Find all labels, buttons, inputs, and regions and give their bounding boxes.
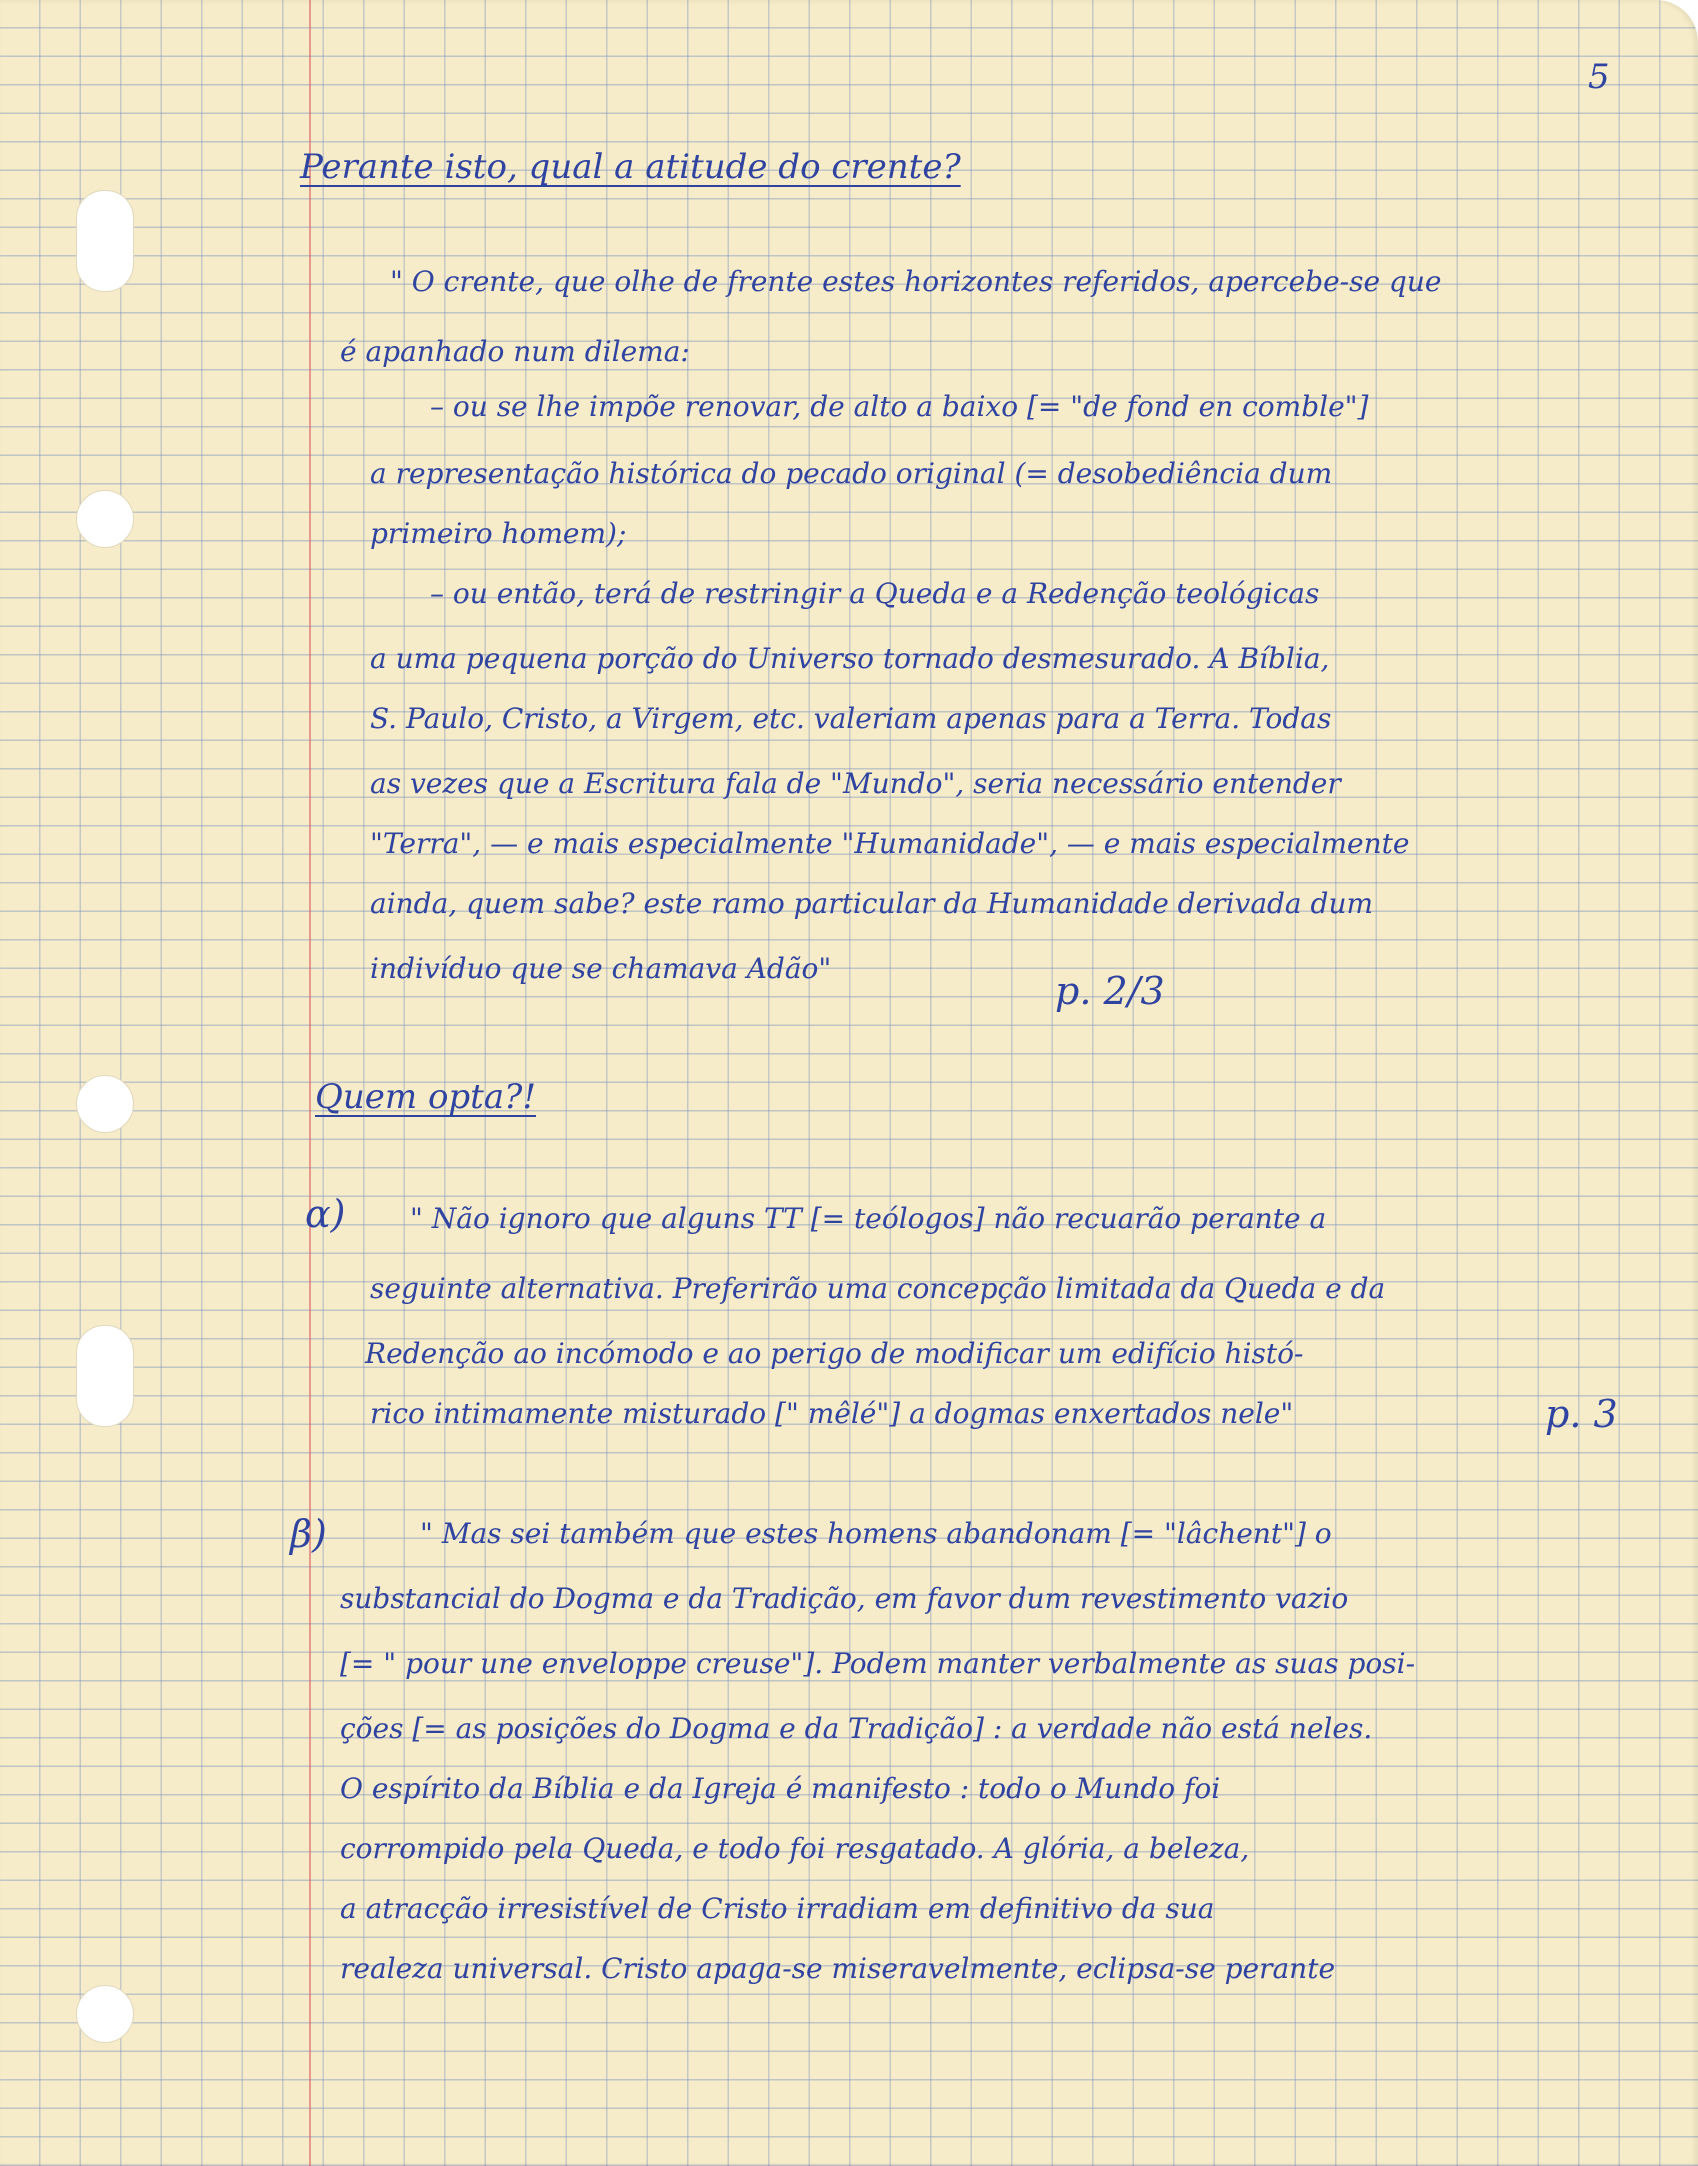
quote-line: realeza universal. Cristo apaga-se miseravelmente, eclipsa-se perante [340,1952,1336,1985]
quote-line: " Não ignoro que alguns TT [= teólogos] não recuarão perante a [410,1202,1327,1235]
quote-line: seguinte alternativa. Preferirão uma concepção limitada da Queda e da [370,1272,1386,1305]
quote-line: corrompido pela Queda, e todo foi resgatado. A glória, a beleza, [340,1832,1250,1865]
binder-hole [76,490,134,548]
quote-line: as vezes que a Escritura fala de "Mundo", seria necessário entender [370,767,1341,800]
page-reference: p. 2/3 [1055,969,1165,1013]
section-heading: Quem opta?! [315,1077,536,1117]
quote-line: primeiro homem); [370,517,627,550]
item-marker: β) [290,1512,327,1556]
item-marker: α) [305,1192,346,1236]
quote-line: – ou se lhe impõe renovar, de alto a baixo [= "de fond en comble"] [430,390,1369,423]
quote-line: "Terra", — e mais especialmente "Humanidade", — e mais especialmente [370,827,1410,860]
quote-line: " O crente, que olhe de frente estes horizontes referidos, apercebe-se que [390,265,1442,298]
quote-line: S. Paulo, Cristo, a Virgem, etc. valeriam apenas para a Terra. Todas [370,702,1332,735]
margin-line [309,0,311,2166]
quote-line: substancial do Dogma e da Tradição, em favor dum revestimento vazio [340,1582,1349,1615]
quote-line: " Mas sei também que estes homens abandonam [= "lâchent"] o [420,1517,1332,1550]
quote-line: – ou então, terá de restringir a Queda e a Redenção teológicas [430,577,1320,610]
binder-hole [76,1325,134,1427]
quote-line: ções [= as posições do Dogma e da Tradição] : a verdade não está neles. [340,1712,1373,1745]
quote-line: é apanhado num dilema: [340,335,690,368]
quote-line: indivíduo que se chamava Adão" [370,952,832,985]
quote-line: a uma pequena porção do Universo tornado desmesurado. A Bíblia, [370,642,1330,675]
binder-hole [76,1075,134,1133]
quote-line: O espírito da Bíblia e da Igreja é manifesto : todo o Mundo foi [340,1772,1221,1805]
page-reference: p. 3 [1545,1392,1618,1436]
quote-line: Redenção ao incómodo e ao perigo de modificar um edifício histó- [365,1337,1304,1370]
quote-line: a representação histórica do pecado original (= desobediência dum [370,457,1333,490]
section-heading: Perante isto, qual a atitude do crente? [300,147,961,187]
binder-hole [76,1985,134,2043]
quote-line: a atracção irresistível de Cristo irradiam em definitivo da sua [340,1892,1215,1925]
quote-line: ainda, quem sabe? este ramo particular da Humanidade derivada dum [370,887,1374,920]
quote-line: rico intimamente misturado [" mêlé"] a dogmas enxertados nele" [370,1397,1294,1430]
quote-line: [= " pour une enveloppe creuse"]. Podem manter verbalmente as suas posi- [340,1647,1416,1680]
page-number: 5 [1588,57,1610,97]
binder-hole [76,190,134,292]
